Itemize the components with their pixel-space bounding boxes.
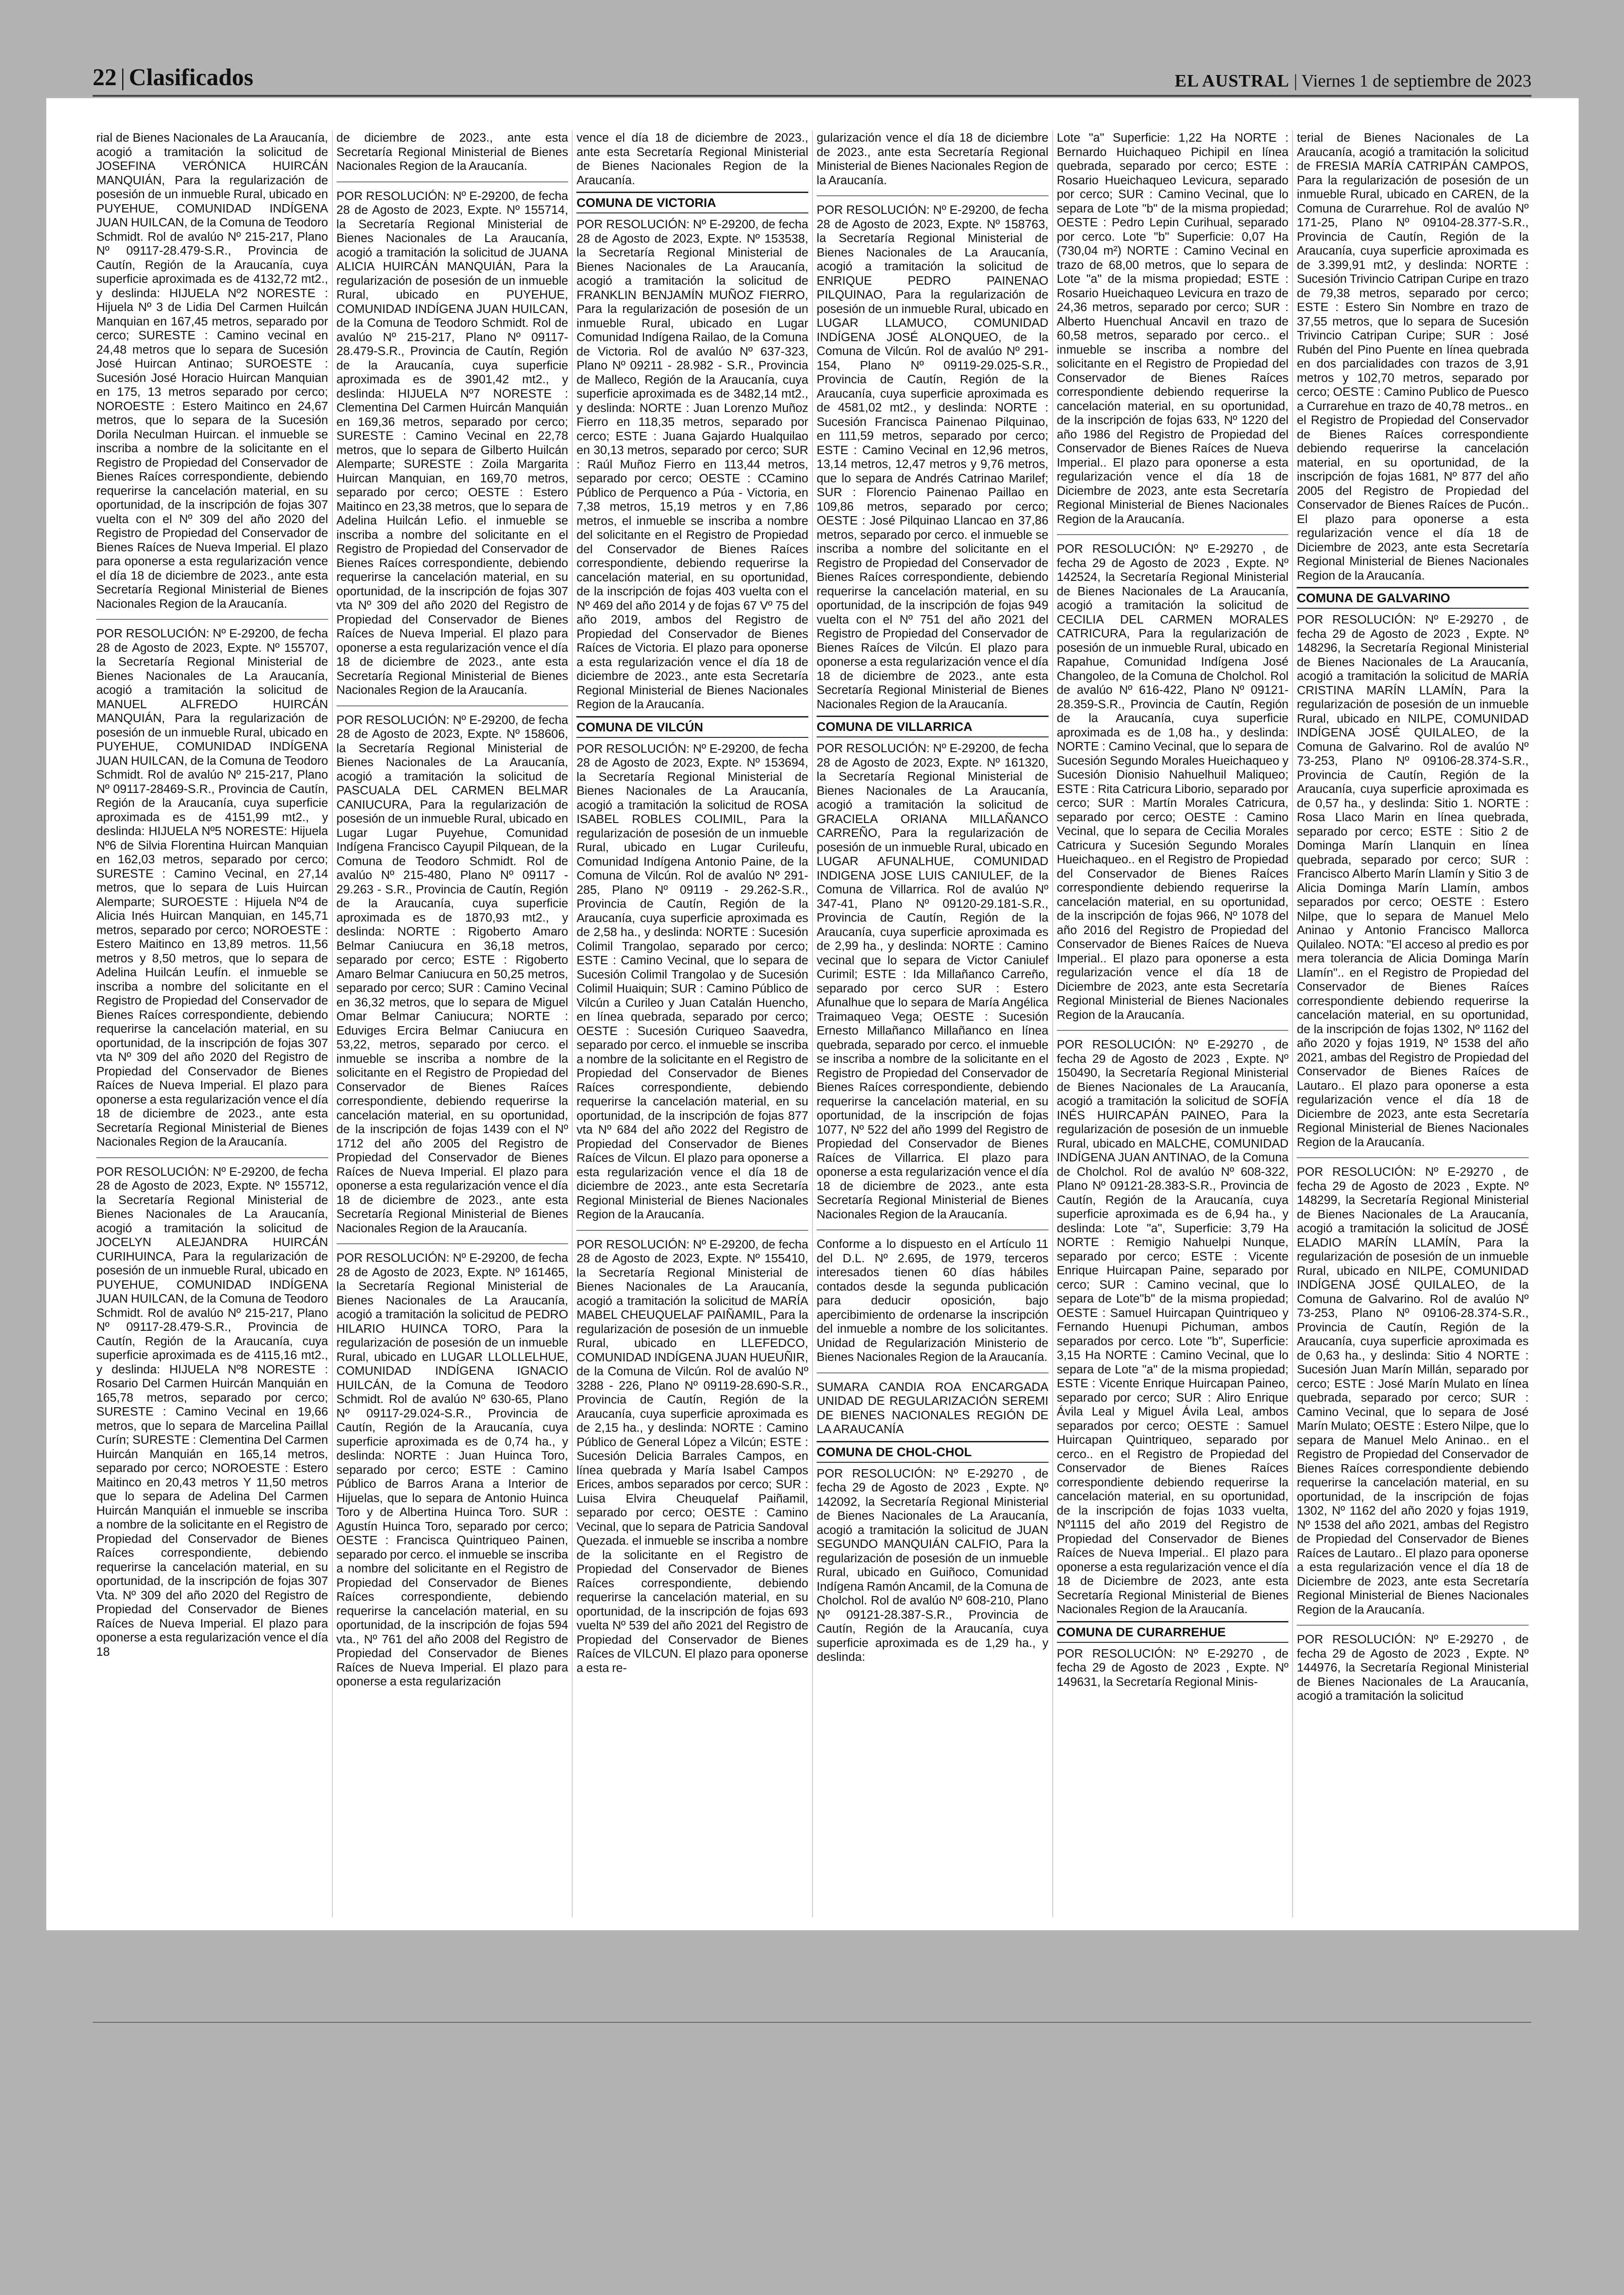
page-header <box>0 0 1624 98</box>
column-1 <box>93 131 332 1917</box>
legal-notice: POR RESOLUCIÓN: Nº E-29200, de fecha 28 de Agosto de 2023, Expte. Nº 153538, la Secretaría Regional Ministerial de Bienes Nacionales de La Araucanía, acogió a tramitación la solicitud de FRANKLIN BENJAMÍN MUÑOZ FIERRO, Para la regularización de posesión de un inmueble Rural, ubicado en Lugar Comunidad Indígena Railao, de la Comuna de Victoria. Rol de avalúo Nº 637-323, Plano Nº 09211 - 28.982 - S.R., Provincia de Malleco, Región de la Araucanía, cuya superficie aproximada es de 3482,14 mt2., y deslinda: NORTE : Juan Lorenzo Muñoz Fierro en 118,35 metros, separado por cerco; ESTE : Juana Gajardo Hualquilao en 30,13 metros, separado por cerco; SUR : Raúl Muñoz Fierro en 113,44 metros, separado por cerco; OESTE : CCamino Público de Perquenco a Púa - Victoria, en 7,38 metros, 15,19 metros y en 7,86 metros, el inmueble se inscriba a nombre del solicitante en el Registro de Propiedad del Conservador de Bienes Raíces correspondiente, debiendo requerirse la cancelación material, en su oportunidad, de la inscripción de fojas 403 vuelta con el Nº 469 del año 2014 y de fojas 67 Vº 75 del año 2019, ambos del Registro de Propiedad del Conservador de Bienes Raíces de Victoria. El plazo para oponerse a esta regularización vence el día 18 de diciembre de 2023., ante esta Secretaría Regional Ministerial de Bienes Nacionales Region de la Araucanía. <box>576 217 809 711</box>
legal-notice: POR RESOLUCIÓN: Nº E-29270 , de fecha 29 de Agosto de 2023 , Expte. Nº 142524, la Secretaría Regional Ministerial de Bienes Nacionales de La Araucanía, acogió a tramitación la solicitud de CECILIA DEL CARMEN MORALES CATRICURA, Para la regularización de posesión de un inmueble Rural, ubicado en Rapahue, Comunidad Indígena José Changoleo, de la Comuna de Cholchol. Rol de avalúo Nº 616-422, Plano Nº 09121-28.359-S.R., Provincia de Cautín, Región de la Araucanía, cuya superficie aproximada es de 1,08 ha., y deslinda: NORTE : Camino Vecinal, que lo separa de Sucesión Segundo Morales Hueichaqueo y Sucesión Dionisio Nahuelhuil Maliqueo; ESTE : Rita Catricura Liborio, separado por cerco; SUR : Martín Morales Catricura, separado por cerco; OESTE : Camino Vecinal, que lo separa de Cecilia Morales Catricura y Sucesión Segundo Morales Hueichaqueo.. en el Registro de Propiedad del Conservador de Bienes Raíces correspondiente debiendo requerirse la cancelación material, en su oportunidad, de la inscripción de fojas 966, Nº 1078 del año 2016 del Registro de Propiedad del Conservador de Bienes Raíces de Nueva Imperial.. El plazo para oponerse a esta regularización vence el día 18 de Diciembre de 2023, ante esta Secretaría Regional Ministerial de Bienes Nacionales Region de la Araucanía. <box>1056 542 1289 1022</box>
legal-notice: vence el día 18 de diciembre de 2023., ante esta Secretaría Regional Ministerial de Bienes Nacionales Region de la Araucanía. <box>576 131 809 187</box>
legal-notice: de diciembre de 2023., ante esta Secretaría Regional Ministerial de Bienes Nacionales Region de la Araucanía. <box>336 131 568 173</box>
legal-notice: POR RESOLUCIÓN: Nº E-29200, de fecha 28 de Agosto de 2023, Expte. Nº 158763, la Secretaría Regional Ministerial de Bienes Nacionales de La Araucanía, acogió a tramitación la solicitud de ENRIQUE PEDRO PAINENAO PILQUINAO, Para la regularización de posesión de un inmueble Rural, ubicado en LUGAR LLAMUCO, COMUNIDAD INDÍGENA JOSÉ ALONQUEO, de la Comuna de Vilcún. Rol de avalúo Nº 291-154, Plano Nº 09119-29.025-S.R., Provincia de Cautín, Región de la Araucanía, cuya superficie aproximada es de 4581,02 mt2., y deslinda: NORTE : Sucesión Francisca Painenao Pilquinao, en 111,59 metros, separado por cerco; ESTE : Camino Vecinal en 12,96 metros, 13,14 metros, 12,47 metros y 9,76 metros, que lo separa de Andrés Catrinao Marilef; SUR : Florencio Painenao Paillao en 109,86 metros, separado por cerco; OESTE : José Pilquinao Llancao en 37,86 metros, separado por cerco. el inmueble se inscriba a nombre del solicitante en el Registro de Propiedad del Conservador de Bienes Raíces correspondiente, debiendo requerirse la cancelación material, en su oportunidad, de la inscripción de fojas 949 vuelta con el Nº 751 del año 2021 del Registro de Propiedad del Conservador de Bienes Raíces de Vilcún. El plazo para oponerse a esta regularización vence el día 18 de diciembre de 2023., ante esta Secretaría Regional Ministerial de Bienes Nacionales Region de la Araucanía. <box>817 203 1049 711</box>
header-rule <box>93 95 1531 97</box>
legal-notice: POR RESOLUCIÓN: Nº E-29200, de fecha 28 de Agosto de 2023, Expte. Nº 155712, la Secretaría Regional Ministerial de Bienes Nacionales de La Araucanía, acogió a tramitación la solicitud de JOCELYN ALEJANDRA HUIRCÁN CURIHUINCA, Para la regularización de posesión de un inmueble Rural, ubicado en PUYEHUE, COMUNIDAD INDÍGENA JUAN HUILCAN, de la Comuna de Teodoro Schmidt. Rol de avalúo Nº 215-217, Plano Nº 09117-28.479-S.R., Provincia de Cautín, Región de la Araucanía, cuya superficie aproximada es de 4115,16 mt2., y deslinda: HIJUELA Nº8 NORESTE : Rosario Del Carmen Huircán Manquián en 165,78 metros, separado por cerco; SURESTE : Camino Vecinal en 19,66 metros, que lo separa de Marcelina Paillal Curín; SURESTE : Clementina Del Carmen Huircán Manquián en 165,14 metros, separado por cerco; NOROESTE : Estero Maitinco en 20,43 metros Y 11,50 metros que lo separa de Adelina Del Carmen Huircán Manquián el inmueble se inscriba a nombre de la solicitante en el Registro de Propiedad del Conservador de Bienes Raíces correspondiente, debiendo requerirse la cancelación material, en su oportunidad, de la inscripción de fojas 307 Vta. Nº 309 del año 2020 del Registro de Propiedad del Conservador de Bienes Raíces de Nueva Imperial. El plazo para oponerse a esta regularización vence el día 18 <box>96 1164 328 1659</box>
column-content <box>93 131 332 1659</box>
comuna-heading: COMUNA DE VILLARRICA <box>817 716 1049 737</box>
columns <box>93 131 1532 1917</box>
notice-divider <box>817 1229 1049 1230</box>
column-content <box>573 131 812 1675</box>
notice-divider <box>1297 1157 1529 1158</box>
page-sheet <box>46 98 1579 1930</box>
comuna-heading: COMUNA DE CURARREHUE <box>1057 1621 1289 1643</box>
legal-notice: POR RESOLUCIÓN: Nº E-29270 , de fecha 29 de Agosto de 2023 , Expte. Nº 142092, la Secretaría Regional Ministerial de Bienes Nacionales de La Araucanía, acogió a tramitación la solicitud de JUAN SEGUNDO MANQUIÁN CALFIO, Para la regularización de posesión de un inmueble Rural, ubicado en Guiñoco, Comunidad Indígena Ramón Ancamil, de la Comuna de Cholchol. Rol de avalúo Nº 608-210, Plano Nº 09121-28.387-S.R., Provincia de Cautín, Región de la Araucanía, cuya superficie aproximada es de 1,29 ha., y deslinda: <box>817 1466 1049 1664</box>
notice-divider <box>337 705 568 706</box>
notice-divider <box>817 1372 1049 1373</box>
legal-notice: Lote "a" Superficie: 1,22 Ha NORTE : Bernardo Huichaqueo Pichipil en línea quebrada, separado por cerco; ESTE : Rosario Hueichaqueo Levicura, separado por cerco; SUR : Camino Vecinal, que lo separa de Lote "b" de la misma propiedad; OESTE : Pedro Lepin Curihual, separado por cerco. Lote "b" Superficie: 0,07 Ha (730,04 m²) NORTE : Camino Vecinal en trazo de 68,00 metros, que lo separa de Lote "a" de la misma propiedad; ESTE : Rosario Hueichaqueo Levicura en trazo de 24,36 metros, separado por cerco; SUR : Alberto Huenchual Ancavil en trazo de 60,58 metros, separado por cerco.. el inmueble se inscriba a nombre del solicitante en el Registro de Propiedad del Conservador de Bienes Raíces correspondiente debiendo requerirse la cancelación material, en su oportunidad, de la inscripción de fojas 633, Nº 1220 del año 1986 del Registro de Propiedad del Conservador de Bienes Raíces de Nueva Imperial.. El plazo para oponerse a esta regularización vence el día 18 de Diciembre de 2023, ante esta Secretaría Regional Ministerial de Bienes Nacionales Region de la Araucanía. <box>1056 131 1289 526</box>
notice-divider <box>337 1243 568 1244</box>
legal-notice: POR RESOLUCIÓN: Nº E-29200, de fecha 28 de Agosto de 2023, Expte. Nº 153694, la Secretaría Regional Ministerial de Bienes Nacionales de La Araucanía, acogió a tramitación la solicitud de ROSA ISABEL ROBLES COLIMIL, Para la regularización de posesión de un inmueble Rural, ubicado en Lugar Curileufu, Comunidad Indígena Antonio Paine, de la Comuna de Vilcún. Rol de avalúo Nº 291-285, Plano Nº 09119 - 29.262-S.R., Provincia de Cautín, Región de la Araucanía, cuya superficie aproximada es de 2,58 ha., y deslinda: NORTE : Sucesión Colimil Trangolao, separado por cerco; ESTE : Camino Vecinal, que lo separa de Sucesión Colimil Trangolao y de Sucesión Colimil Huaiquin; SUR : Camino Público de Vilcún a Curileo y Juan Catalán Huencho, en línea quebrada, separado por cerco; OESTE : Sucesión Curiqueo Saavedra, separado por cerco. el inmueble se inscriba a nombre de la solicitante en el Registro de Propiedad del Conservador de Bienes Raíces correspondiente, debiendo requerirse la cancelación material, en su oportunidad, de la inscripción de fojas 877 vta Nº 684 del año 2022 del Registro de Propiedad del Conservador de Bienes Raíces de Vilcun. El plazo para oponerse a esta regularización vence el día 18 de diciembre de 2023., ante esta Secretaría Regional Ministerial de Bienes Nacionales Region de la Araucanía. <box>576 741 809 1221</box>
section-title: Clasificados <box>129 64 254 91</box>
legal-notice: POR RESOLUCIÓN: Nº E-29200, de fecha 28 de Agosto de 2023, Expte. Nº 155410, la Secretaría Regional Ministerial de Bienes Nacionales de La Araucanía, acogió a tramitación la solicitud de MARÍA MABEL CHEUQUELAF PAIÑAMIL, Para la regularización de posesión de un inmueble Rural, ubicado en LLEFEDCO, COMUNIDAD INDÍGENA JUAN HUEUÑIR, de la Comuna de Vilcún. Rol de avalúo Nº 3288 - 226, Plano Nº 09119-28.690-S.R., Provincia de Cautín, Región de la Araucanía, cuya superficie aproximada es de 2,15 ha., y deslinda: NORTE : Camino Público de General López a Vilcún; ESTE : Sucesión Delicia Barrales Campos, en línea quebrada y María Isabel Campos Erices, ambos separados por cerco; SUR : Luisa Elvira Cheuquelaf Paiñamil, separado por cerco; OESTE : Camino Vecinal, que lo separa de Patricia Sandoval Quezada. el inmueble se inscriba a nombre de la solicitante en el Registro de Propiedad del Conservador de Bienes Raíces correspondiente, debiendo requerirse la cancelación material, en su oportunidad, de la inscripción de fojas 693 vuelta Nº 539 del año 2021 del Registro de Propiedad del Conservador de Bienes Raíces de VILCUN. El plazo para oponerse a esta re- <box>576 1237 809 1675</box>
legal-notice: POR RESOLUCIÓN: Nº E-29200, de fecha 28 de Agosto de 2023, Expte. Nº 155714, la Secretaría Regional Ministerial de Bienes Nacionales de La Araucanía, acogió a tramitación la solicitud de JUANA ALICIA HUIRCÁN MANQUIÁN, Para la regularización de posesión de un inmueble Rural, ubicado en PUYEHUE, COMUNIDAD INDÍGENA JUAN HUILCAN, de la Comuna de Teodoro Schmidt. Rol de avalúo Nº 215-217, Plano Nº 09117-28.479-S.R., Provincia de Cautín, Región de la Araucanía, cuya superficie aproximada es de 3901,42 mt2., y deslinda: HIJUELA Nº7 NORESTE : Clementina Del Carmen Huircán Manquián en 169,36 metros, separado por cerco; SURESTE : Camino Vecinal en 22,78 metros, que lo separa de Gilberto Huilcán Alemparte; SURESTE : Zoila Margarita Huircan Manquian, en 169,70 metros, separado por cerco; OESTE : Estero Maitinco en 23,38 metros, que lo separa de Adelina Huilcán Lefio. el inmueble se inscriba a nombre del solicitante en el Registro de Propiedad del Conservador de Bienes Raíces correspondiente, debiendo requerirse la cancelación material, en su oportunidad, de la inscripción de fojas 307 vta Nº 309 del año 2020 del Registro de Propiedad del Conservador de Bienes Raíces de Nueva Imperial. El plazo para oponerse a esta regularización vence el día 18 de diciembre de 2023., ante esta Secretaría Regional Ministerial de Bienes Nacionales Region de la Araucanía. <box>336 188 568 697</box>
notice-divider <box>1057 1030 1289 1031</box>
column-content <box>1293 131 1532 1703</box>
legal-notice: gularización vence el día 18 de diciembre de 2023., ante esta Secretaría Regional Ministerial de Bienes Nacionales Region de la Araucanía. <box>817 131 1049 187</box>
column-5 <box>1052 131 1293 1917</box>
legal-notice: POR RESOLUCIÓN: Nº E-29200, de fecha 28 de Agosto de 2023, Expte. Nº 158606, la Secretaría Regional Ministerial de Bienes Nacionales de La Araucanía, acogió a tramitación la solicitud de PASCUALA DEL CARMEN BELMAR CANIUCURA, Para la regularización de posesión de un inmueble Rural, ubicado en Lugar Lugar Puyehue, Comunidad Indígena Francisco Cayupil Pilquean, de la Comuna de Teodoro Schmidt. Rol de avalúo Nº 215-480, Plano Nº 09117 - 29.263 - S.R., Provincia de Cautín, Región de la Araucanía, cuya superficie aproximada es de 1870,93 mt2., y deslinda: NORTE : Rigoberto Amaro Belmar Caniucura en 36,18 metros, separado por cerco; ESTE : Rigoberto Amaro Belmar Caniucura en 50,25 metros, separado por cerco; SUR : Camino Vecinal en 36,32 metros, que lo separa de Miguel Omar Belmar Caniucura; NORTE : Eduviges Ercira Belmar Caniucura en 53,22, metros, separado por cerco. el inmueble se inscriba a nombre de la solicitante en el Registro de Propiedad del Conservador de Bienes Raíces correspondiente, debiendo requerirse la cancelación material, en su oportunidad, de la inscripción de fojas 1439 con el Nº 1712 del año 2005 del Registro de Propiedad del Conservador de Bienes Raíces de Nueva Imperial. El plazo para oponerse a esta regularización vence el día 18 de diciembre de 2023., ante esta Secretaría Regional Ministerial de Bienes Nacionales Region de la Araucanía. <box>336 712 568 1235</box>
comuna-heading: COMUNA DE VICTORIA <box>576 192 808 213</box>
column-6 <box>1292 131 1532 1917</box>
legal-notice: rial de Bienes Nacionales de La Araucanía, acogió a tramitación la solicitud de JOSEFINA VERÓNICA HUIRCÁN MANQUIÁN, Para la regularización de posesión de un inmueble Rural, ubicado en PUYEHUE, COMUNIDAD INDÍGENA JUAN HUILCAN, de la Comuna de Teodoro Schmidt. Rol de avalúo Nº 215-217, Plano Nº 09117-28.479-S.R., Provincia de Cautín, Región de la Araucanía, cuya superficie aproximada es de 4132,72 mt2., y deslinda: HIJUELA Nº2 NORESTE : Hijuela Nº 3 de Lidia Del Carmen Huilcán Manquian en 167,45 metros, separado por cerco; SURESTE : Camino vecinal en 24,48 metros que lo separa de Sucesión José Huircan Antinao; SUROESTE : Sucesión José Horacio Huircan Manquian en 175, 13 metros separado por cerco; NOROESTE : Estero Maitinco en 24,67 metros, que lo separa de la Sucesión Dorila Neculman Huircan. el inmueble se inscriba a nombre de la solicitante en el Registro de Propiedad del Conservador de Bienes Raíces correspondiente, debiendo requerirse la cancelación material, en su oportunidad, de la inscripción de fojas 307 vuelta con el Nº 309 del año 2020 del Registro de Propiedad del Conservador de Bienes Raíces de Nueva Imperial. El plazo para oponerse a esta regularización vence el día 18 de diciembre de 2023., ante esta Secretaría Regional Ministerial de Bienes Nacionales Region de la Araucanía. <box>96 131 328 611</box>
notice-divider <box>1057 534 1289 535</box>
legal-notice: POR RESOLUCIÓN: Nº E-29270 , de fecha 29 de Agosto de 2023 , Expte. Nº 148296, la Secretaría Regional Ministerial de Bienes Nacionales de La Araucanía, acogió a tramitación la solicitud de MARÍA CRISTINA MARÍN LLAMÍN, Para la regularización de posesión de un inmueble Rural, ubicado en NILPE, COMUNIDAD INDÍGENA JOSÉ QUILALEO, de la Comuna de Galvarino. Rol de avalúo Nº 73-253, Plano Nº 09106-28.374-S.R., Provincia de Cautín, Región de la Araucanía, cuya superficie aproximada es de 0,57 ha., y deslinda: Sitio 1. NORTE : Rosa Llaco Marin en línea quebrada, separado por cerco; ESTE : Sitio 2 de Dominga Marín Llanquin en línea quebrada, separado por cerco; SUR : Francisco Alberto Marín Llamín y Sitio 3 de Alicia Dominga Marín Llamín, ambos separados por cerco; OESTE : Estero Nilpe, que lo separa de Manuel Melo Aninao y Antonio Francisco Mallorca Quilaleo. NOTA: "El acceso al predio es por mera tolerancia de Alicia Dominga Marín Llamín".. en el Registro de Propiedad del Conservador de Bienes Raíces correspondiente debiendo requerirse la cancelación material, en su oportunidad, de la inscripción de fojas 1302, Nº 1162 del año 2020 y fojas 1919, Nº 1538 del año 2021, ambas del Registro de Propiedad del Conservador de Bienes Raíces de Lautaro.. El plazo para oponerse a esta regularización vence el día 18 de Diciembre de 2023, ante esta Secretaría Regional Ministerial de Bienes Nacionales Region de la Araucanía. <box>1297 612 1529 1149</box>
issue-date: Viernes 1 de septiembre de 2023 <box>1301 71 1531 91</box>
legal-notice: POR RESOLUCIÓN: Nº E-29270 , de fecha 29 de Agosto de 2023 , Expte. Nº 148299, la Secretaría Regional Ministerial de Bienes Nacionales de La Araucanía, acogió a tramitación la solicitud de JOSÉ ELADIO MARÍN LLAMÍN, Para la regularización de posesión de un inmueble Rural, ubicado en NILPE, COMUNIDAD INDÍGENA JOSÉ QUILALEO, de la Comuna de Galvarino. Rol de avalúo Nº 73-253, Plano Nº 09106-28.374-S.R., Provincia de Cautín, Región de la Araucanía, cuya superficie aproximada es de 0,63 ha., y deslinda: Sitio 4 NORTE : Sucesión Juan Marín Millán, separado por cerco; ESTE : José Marín Mulato en línea quebrada, separado por cerco; SUR : Camino Vecinal, que lo separa de José Marín Mulato; OESTE : Estero Nilpe, que lo separa de Manuel Melo Aninao.. en el Registro de Propiedad del Conservador de Bienes Raíces correspondiente debiendo requerirse la cancelación material, en su oportunidad, de la inscripción de fojas 1302, Nº 1162 del año 2020 y fojas 1919, Nº 1538 del año 2021, ambas del Registro de Propiedad del Conservador de Bienes Raíces de Lautaro.. El plazo para oponerse a esta regularización vence el día 18 de Diciembre de 2023, ante esta Secretaría Regional Ministerial de Bienes Nacionales Region de la Araucanía. <box>1297 1165 1529 1616</box>
notice-divider <box>576 1230 808 1231</box>
legal-notice: POR RESOLUCIÓN: Nº E-29200, de fecha 28 de Agosto de 2023, Expte. Nº 161465, la Secretaría Regional Ministerial de Bienes Nacionales de La Araucanía, acogió a tramitación la solicitud de PEDRO HILARIO HUINCA TORO, Para la regularización de posesión de un inmueble Rural, ubicado en LUGAR LLOLLELHUE, COMUNIDAD INDÍGENA IGNACIO HUILCÁN, de la Comuna de Teodoro Schmidt. Rol de avalúo Nº 630-65, Plano Nº 09117-29.024-S.R., Provincia de Cautín, Región de la Araucanía, cuya superficie aproximada es de 0,74 ha., y deslinda: NORTE : Juan Huinca Toro, separado por cerco; ESTE : Camino Público de Barros Arana a Interior de Hijuelas, que lo separa de Antonio Huinca Toro y de Albertina Huinca Toro. SUR : Agustín Huinca Toro, separado por cerco; OESTE : Francisca Quintriqueo Painen, separado por cerco. el inmueble se inscriba a nombre del solicitante en el Registro de Propiedad del Conservador de Bienes Raíces correspondiente, debiendo requerirse la cancelación material, en su oportunidad, de la inscripción de fojas 594 vta., Nº 761 del año 2008 del Registro de Propiedad del Conservador de Bienes Raíces de Nueva Imperial. El plazo para oponerse a esta regularización <box>336 1251 568 1688</box>
newspaper-name: EL AUSTRAL <box>1174 71 1290 91</box>
header-separator: | <box>120 64 125 91</box>
column-2 <box>332 131 572 1917</box>
header-separator-right: | <box>1289 71 1302 91</box>
comuna-heading: COMUNA DE VILCÚN <box>576 716 808 738</box>
page-number: 22 <box>93 64 117 91</box>
legal-notice: POR RESOLUCIÓN: Nº E-29270 , de fecha 29 de Agosto de 2023 , Expte. Nº 150490, la Secretaría Regional Ministerial de Bienes Nacionales de La Araucanía, acogió a tramitación la solicitud de SOFÍA INÉS HUIRCAPÁN PAINEO, Para la regularización de posesión de un inmueble Rural, ubicado en MALCHE, COMUNIDAD INDÍGENA JUAN ANTINAO, de la Comuna de Cholchol. Rol de avalúo Nº 608-322, Plano Nº 09121-28.383-S.R., Provincia de Cautín, Región de la Araucanía, cuya superficie aproximada es de 6,94 ha., y deslinda: Lote "a", Superficie: 3,79 Ha NORTE : Remigio Nahuelpi Nunque, separado por cerco; ESTE : Vicente Enrique Huircapan Paine, separado por cerco; SUR : Camino vecinal, que lo separa de Lote"b" de la misma propiedad; OESTE : Samuel Huircapan Quintriqueo y Fernando Huenupi Pichuman, ambos separados por cerco. Lote "b", Superficie: 3,15 Ha NORTE : Camino Vecinal, que lo separa de Lote "a" de la misma propiedad; ESTE : Vicente Enrique Huircapan Paineo, separado por cerco; SUR : Aliro Enrique Ávila Leal y Miguel Ávila Leal, ambos separados por cerco; OESTE : Samuel Huircapan Quintriqueo, separado por cerco.. en el Registro de Propiedad del Conservador de Bienes Raíces correspondiente debiendo requerirse la cancelación material, en su oportunidad, de la inscripción de fojas 1033 vuelta, Nº1115 del año 2019 del Registro de Propiedad del Conservador de Bienes Raíces de Nueva Imperial.. El plazo para oponerse a esta regularización vence el día 18 de Diciembre de 2023, ante esta Secretaría Regional Ministerial de Bienes Nacionales Region de la Araucanía. <box>1056 1037 1289 1616</box>
legal-notice: terial de Bienes Nacionales de La Araucanía, acogió a tramitación la solicitud de FRESIA MARÍA CATRIPÁN CAMPOS, Para la regularización de posesión de un inmueble Rural, ubicado en CAREN, de la Comuna de Curarrehue. Rol de avalúo Nº 171-25, Plano Nº 09104-28.377-S.R., Provincia de Cautín, Región de la Araucanía, cuya superficie aproximada es de 3.399,91 mt2, y deslinda: NORTE : Sucesión Trivincio Catripan Curipe en trazo de 79,38 metros, separado por cerco; ESTE : Estero Sin Nombre en trazo de 37,55 metros, que lo separa de Sucesión Trivincio Catripan Curipe; SUR : José Rubén del Pino Puente en línea quebrada en dos parcialidades con trazos de 3,91 metros y 102,70 metros, separado por cerco; OESTE : Camino Publico de Puesco a Currarehue en trazo de 40,78 metros.. en el Registro de Propiedad del Conservador de Bienes Raíces correspondiente debiendo requerirse la cancelación material, en su oportunidad, de la inscripción de fojas 1681, Nº 877 del año 2005 del Registro de Propiedad del Conservador de Bienes Raíces de Pucón.. El plazo para oponerse a esta regularización vence el día 18 de Diciembre de 2023, ante esta Secretaría Regional Ministerial de Bienes Nacionales Region de la Araucanía. <box>1297 131 1529 582</box>
legal-notice: Conforme a lo dispuesto en el Artículo 11 del D.L. Nº 2.695, de 1979, terceros interesados tienen 60 días hábiles contados desde la segunda publicación para deducir oposición, bajo apercibimiento de ordenarse la inscripción del inmueble a nombre de los solicitantes. Unidad de Regularización Ministerio de Bienes Nacionales Region de la Araucanía. <box>817 1237 1049 1364</box>
comuna-heading: COMUNA DE GALVARINO <box>1297 587 1529 609</box>
legal-notice: POR RESOLUCIÓN: Nº E-29270 , de fecha 29 de Agosto de 2023 , Expte. Nº 144976, la Secretaría Regional Ministerial de Bienes Nacionales de La Araucanía, acogió a tramitación la solicitud <box>1297 1632 1529 1703</box>
column-4 <box>812 131 1052 1917</box>
header-right <box>1175 72 1531 90</box>
notice-divider <box>1297 1625 1529 1626</box>
column-content <box>333 131 572 1689</box>
notice-divider <box>817 195 1049 196</box>
legal-notice: POR RESOLUCIÓN: Nº E-29200, de fecha 28 de Agosto de 2023, Expte. Nº 161320, la Secretaría Regional Ministerial de Bienes Nacionales de La Araucanía, acogió a tramitación la solicitud de GRACIELA ORIANA MILLAÑANCO CARREÑO, Para la regularización de posesión de un inmueble Rural, ubicado en LUGAR AFUNALHUE, COMUNIDAD INDIGENA JOSE LUIS CANIULEF, de la Comuna de Villarrica. Rol de avalúo Nº 347-41, Plano Nº 09120-29.181-S.R., Provincia de Cautín, Región de la Araucanía, cuya superficie aproximada es de 2,99 ha., y deslinda: NORTE : Camino vecinal que lo separa de Victor Caniulef Curimil; ESTE : Ida Millañanco Carreño, separado por cerco SUR : Estero Afunalhue que lo separa de María Angélica Traimaqueo Vega; OESTE : Sucesión Ernesto Millañanco Millañanco en línea quebrada, separado por cerco. el inmueble se inscriba a nombre de la solicitante en el Registro de Propiedad del Conservador de Bienes Raíces correspondiente, debiendo requerirse la cancelación material, en su oportunidad, de la inscripción de fojas 1077, Nº 522 del año 1999 del Registro de Propiedad del Conservador de Bienes Raíces de Villarrica. El plazo para oponerse a esta regularización vence el día 18 de diciembre de 2023., ante esta Secretaría Regional Ministerial de Bienes Nacionales Region de la Araucanía. <box>817 741 1049 1221</box>
header-left <box>93 66 253 90</box>
legal-notice: POR RESOLUCIÓN: Nº E-29270 , de fecha 29 de Agosto de 2023 , Expte. Nº 149631, la Secretaría Regional Minis- <box>1056 1646 1289 1689</box>
legal-notice: POR RESOLUCIÓN: Nº E-29200, de fecha 28 de Agosto de 2023, Expte. Nº 155707, la Secretaría Regional Ministerial de Bienes Nacionales de La Araucanía, acogió a tramitación la solicitud de MANUEL ALFREDO HUIRCÁN MANQUIÁN, Para la regularización de posesión de un inmueble Rural, ubicado en PUYEHUE, COMUNIDAD INDÍGENA JUAN HUILCAN, de la Comuna de Teodoro Schmidt. Rol de avalúo Nº 215-217, Plano Nº 09117-28469-S.R., Provincia de Cautín, Región de la Araucanía, cuya superficie aproximada es de 4151,99 mt2., y deslinda: HIJUELA Nº5 NORESTE: Hijuela Nº6 de Silvia Florentina Huircan Manquian en 162,03 metros, separado por cerco; SURESTE : Camino Vecinal, en 27,14 metros, que lo separa de Luis Huircan Alemparte; SUROESTE : Hijuela Nº4 de Alicia Inés Huircan Manquian, en 145,71 metros, separado por cerco; NOROESTE : Estero Maitinco en 13,89 metros. 11,56 metros y 8,50 metros, que lo separa de Adelina Huilcán Leufín. el inmueble se inscriba a nombre del solicitante en el Registro de Propiedad del Conservador de Bienes Raíces correspondiente, debiendo requerirse la cancelación material, en su oportunidad, de la inscripción de fojas 307 vta Nº 309 del año 2020 del Registro de Propiedad del Conservador de Bienes Raíces de Nueva Imperial. El plazo para oponerse a esta regularización vence el día 18 de diciembre de 2023., ante esta Secretaría Regional Ministerial de Bienes Nacionales Region de la Araucanía. <box>96 626 328 1148</box>
notice-divider <box>337 181 568 182</box>
column-content <box>813 131 1052 1664</box>
comuna-heading: COMUNA DE CHOL-CHOL <box>817 1441 1049 1463</box>
footer-rule <box>93 2022 1531 2023</box>
notice-divider <box>96 619 328 620</box>
notice-divider <box>96 1157 328 1158</box>
column-3 <box>572 131 812 1917</box>
legal-notice: SUMARA CANDIA ROA ENCARGADA UNIDAD DE REGULARIZACIÓN SEREMI DE BIENES NACIONALES REGIÓN DE LA ARAUCANÍA <box>817 1379 1049 1436</box>
column-content <box>1053 131 1293 1689</box>
